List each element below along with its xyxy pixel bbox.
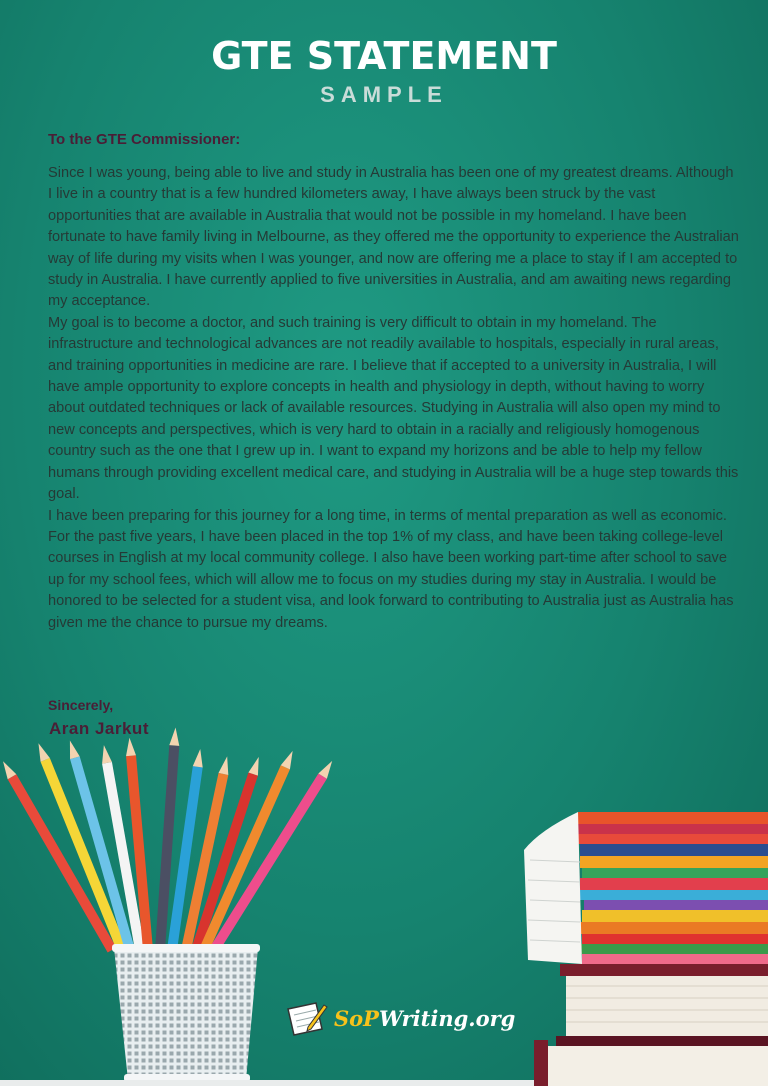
notebook-stack xyxy=(524,812,768,964)
logo-text: SoPWriting.org xyxy=(334,1005,516,1031)
letter-signature: Aran Jarkut xyxy=(49,719,149,738)
notepad-pencil-icon xyxy=(286,999,328,1037)
letter-paragraph: My goal is to become a doctor, and such training is very difficult to obtain in my homeland. The infrastructure and technological advances are not readily available to hospitals, especially in rural areas, and training opportunities in medicine are rare. I believe that if accepted to a university in Australia, I will have ample opportunity to explore concepts in health and physiology in depth, without having to worry about outdated techniques or lack of available resources. Studying in Australia will also open my mind to new concepts and perspectives, which is very hard to obtain in a racially and religiously homogenous country such as the one that I grew up in. I want to expand my horizons and be able to help my fellow humans through providing excellent medical care, and studying in Australia will be a huge step towards this goal. xyxy=(48,314,739,503)
book-stack xyxy=(534,964,768,1086)
letter-paragraph: I have been preparing for this journey for a long time, in terms of mental preparation as well as economic. For the past five years, I have been placed in the top 1% of my class, and have been taking college-level courses in English at my local community college. I also have been working part-time after school to save up for my school fees, which will allow me to focus on my studies during my stay in Australia. I would be honored to be selected for a student visa, and look forward to contributing to Australia just as Australia has given me the chance to pursue my dreams. xyxy=(48,507,734,631)
letter-salutation: To the GTE Commissioner: xyxy=(48,131,241,148)
page-subtitle: SAMPLE xyxy=(320,82,448,107)
letter-paragraph: Since I was young, being able to live and study in Australia has been one of my greatest dreams. Although I live in a country that is a few hundred kilometers away, I have always been struck by the vast opportunities that are available in Australia that would not be possible in my homeland. I have been fortunate to have family living in Melbourne, as they offered me the opportunity to experience the Australian way of life during my visits when I was younger, and now are offering me a place to stay if I am accepted to study in Australia. I have currently applied to five universities in Australia, and am awaiting news regarding my acceptance. xyxy=(48,165,739,310)
page-title: GTE STATEMENT xyxy=(211,34,557,78)
sopwriting-logo[interactable] xyxy=(286,998,515,1038)
letter-closing: Sincerely, xyxy=(48,697,114,713)
